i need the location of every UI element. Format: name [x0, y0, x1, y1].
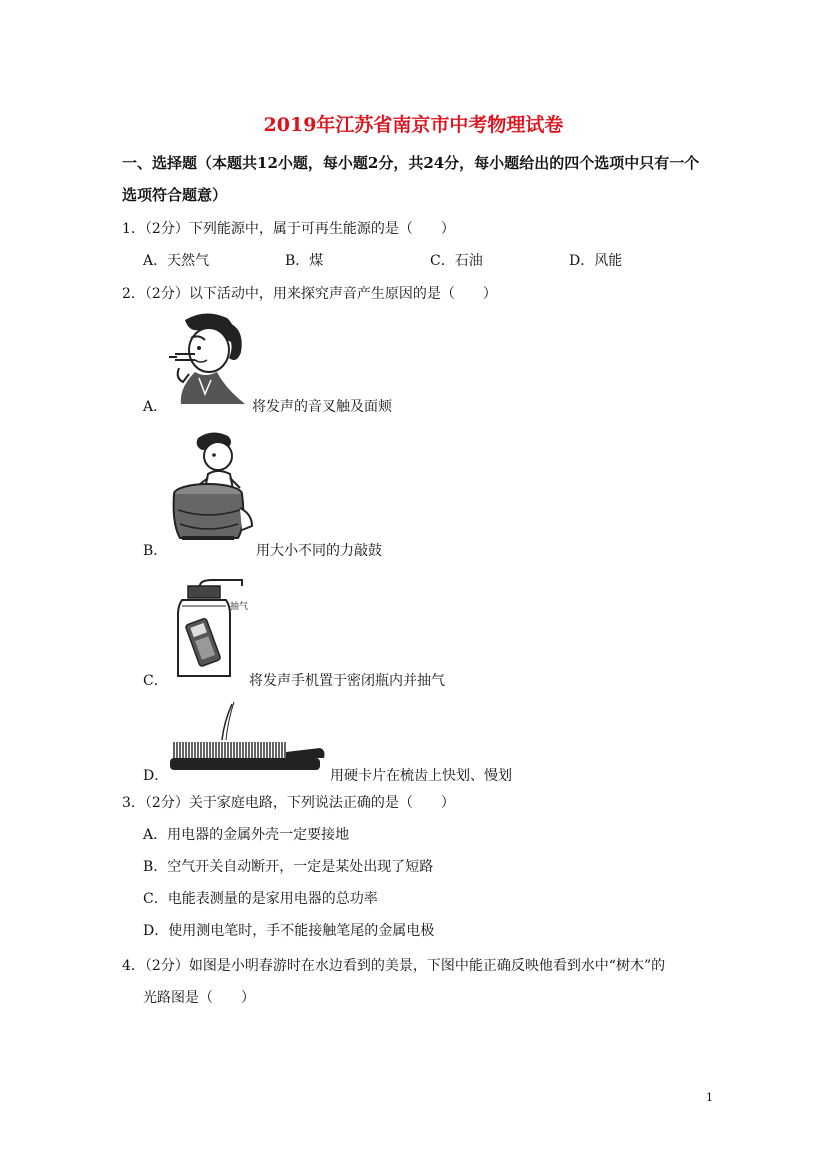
pump-air-label: 抽气: [230, 602, 249, 612]
question-2-stem: 2．（2分）以下活动中，用来探究声音产生原因的是（ ）: [122, 286, 497, 302]
drum-figure: [168, 428, 254, 548]
question-4-stem-line1: 4．（2分）如图是小明春游时在水边看到的美景，下图中能正确反映他看到水中“树木”的: [122, 958, 666, 974]
comb-card-figure: [168, 700, 328, 776]
question-1-option-a: A．天然气: [143, 253, 210, 269]
question-2-option-c-text: 将发声手机置于密闭瓶内并抽气: [249, 673, 445, 689]
question-2-option-a-text: 将发声的音叉触及面颊: [252, 399, 392, 415]
sealed-bottle-phone-figure: [168, 576, 248, 682]
question-1-stem: 1．（2分）下列能源中，属于可再生能源的是（ ）: [122, 221, 455, 237]
question-3-option-b: B．空气开关自动断开，一定是某处出现了短路: [143, 859, 434, 875]
question-4-stem-line2: 光路图是（ ）: [143, 990, 255, 1006]
question-3-option-a: A．用电器的金属外壳一定要接地: [143, 827, 350, 843]
question-2-option-c-letter: C．: [143, 673, 168, 689]
question-2-option-d-letter: D．: [143, 768, 169, 784]
question-3-stem: 3．（2分）关于家庭电路，下列说法正确的是（ ）: [122, 795, 455, 811]
question-3-option-c: C．电能表测量的是家用电器的总功率: [143, 891, 378, 907]
question-2-option-a-letter: A．: [143, 399, 168, 415]
page-number: 1: [706, 1091, 713, 1104]
question-1-option-d: D．风能: [569, 253, 623, 269]
question-1-option-c: C．石油: [430, 253, 483, 269]
question-2-option-b-letter: B．: [143, 543, 168, 559]
question-2-option-b-text: 用大小不同的力敲鼓: [256, 543, 382, 559]
section-heading-line2: 选项符合题意）: [122, 186, 228, 204]
question-3-option-d: D．使用测电笔时，手不能接触笔尾的金属电极: [143, 923, 435, 939]
page-title: 2019年江苏省南京市中考物理试卷: [263, 114, 564, 136]
tuning-fork-face-figure: [165, 308, 247, 406]
question-2-option-d-text: 用硬卡片在梳齿上快划、慢划: [330, 768, 512, 784]
question-1-option-b: B．煤: [285, 253, 324, 269]
section-heading-line1: 一、选择题（本题共12小题，每小题2分，共24分，每小题给出的四个选项中只有一个: [122, 154, 700, 172]
